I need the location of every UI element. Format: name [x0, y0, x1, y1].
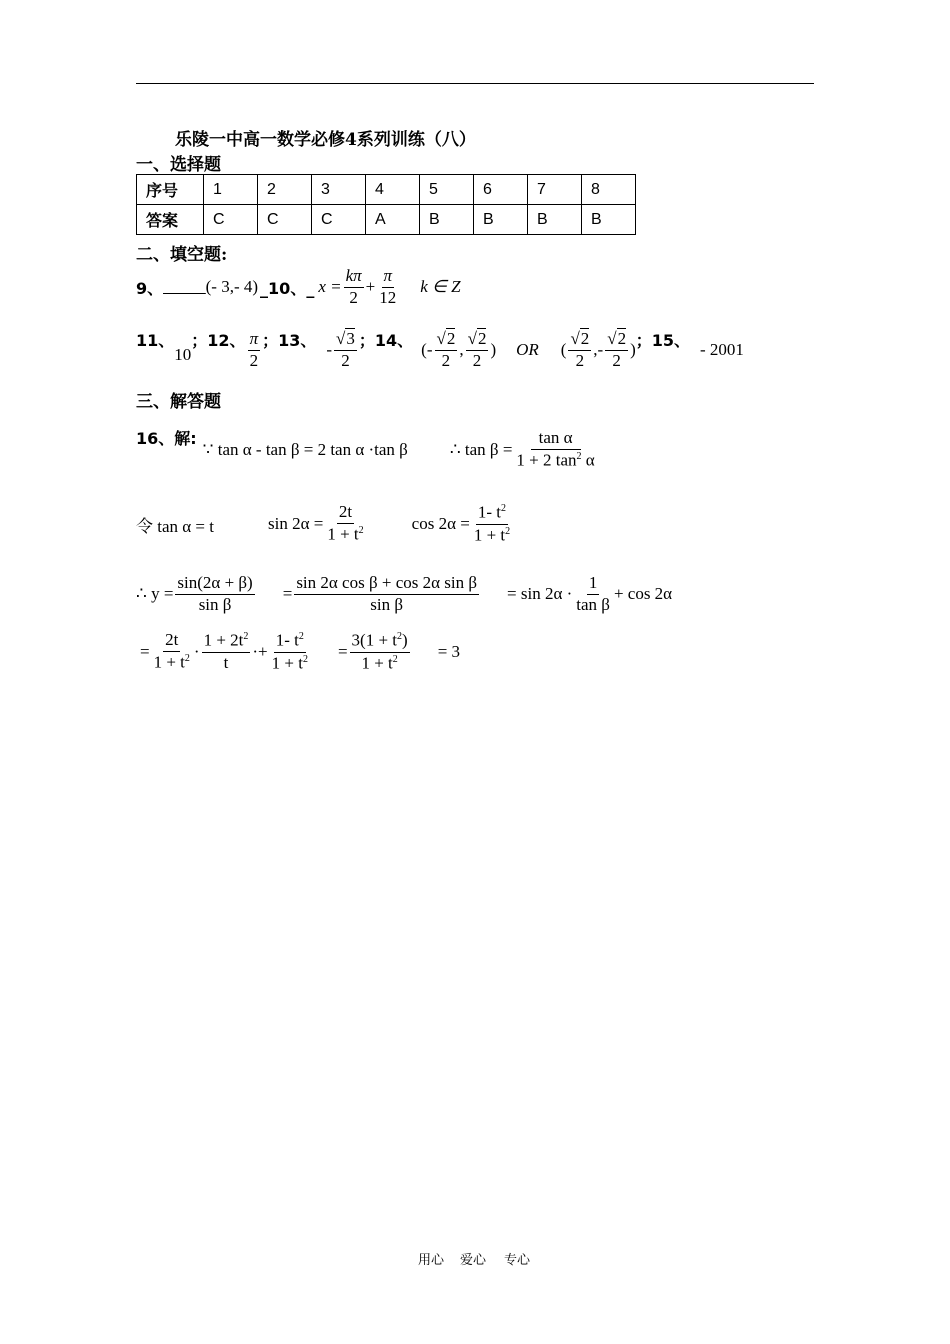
num-text: 1- t — [477, 502, 502, 522]
solution-line-3 — [136, 568, 672, 620]
section-solve-heading: 三、解答题 — [136, 392, 221, 412]
table-cell: 4 — [366, 175, 420, 205]
solution-line4-num-3 — [274, 631, 306, 652]
solution-line-2 — [136, 498, 514, 550]
num-end: ) — [402, 630, 408, 650]
q9-label: 9、 — [136, 278, 164, 298]
solution-line4-num-2 — [202, 631, 251, 652]
q14-num-d: √2 — [605, 330, 628, 351]
den-text: 1 + t — [327, 524, 359, 544]
num-text: 1- t — [275, 630, 299, 650]
q13-radicand: 3 — [346, 328, 355, 348]
q14-fraction-d — [605, 330, 628, 370]
q11-label: 11、 — [136, 331, 175, 350]
q9-blank: _____ — [163, 277, 206, 296]
solution-line4-fraction-2 — [202, 631, 251, 672]
q14-fraction-a — [435, 330, 458, 370]
q13-label: ；13、 — [262, 331, 317, 350]
fill-row-11-15 — [136, 324, 744, 376]
q13-fraction — [334, 330, 357, 370]
solution-line3-num-1: sin(2α + β) — [175, 574, 254, 595]
solution-line4-fraction-3 — [270, 631, 310, 673]
table-header-number: 序号 — [137, 175, 204, 205]
solution-line2-sin-fraction — [325, 503, 365, 544]
solution-line4-fraction-4 — [350, 631, 410, 673]
fill-row-9-10 — [136, 264, 461, 310]
solution-line4-fraction-1 — [152, 631, 192, 672]
superscript: 2 — [576, 451, 582, 463]
solution-line1-fraction — [514, 429, 596, 470]
table-cell: 7 — [528, 175, 582, 205]
table-cell: 6 — [474, 175, 528, 205]
solution-line3-num-3: 1 — [587, 574, 600, 595]
answer-table — [136, 174, 636, 235]
q16-label: 16、解: — [136, 429, 197, 448]
table-cell: B — [474, 205, 528, 235]
q10-den-1: 2 — [349, 287, 358, 307]
table-cell: C — [258, 205, 312, 235]
superscript: 2 — [392, 653, 398, 665]
solution-line2-sin-num: 2t — [337, 503, 354, 524]
table-cell: 5 — [420, 175, 474, 205]
q10-label: _10、_ — [260, 278, 315, 298]
q10-num-2: π — [382, 267, 395, 288]
solution-line2-cos-num — [476, 503, 508, 524]
solution-line3-den-3: tan β — [576, 594, 610, 614]
table-cell: A — [366, 205, 420, 235]
q14-radicand-c: 2 — [580, 328, 590, 348]
q10-lhs: x = — [318, 277, 342, 296]
q12-num: π — [248, 330, 261, 351]
q11-answer: 10 — [174, 345, 192, 364]
q13-num: √3 — [334, 330, 357, 351]
q10-fraction-1 — [344, 267, 364, 307]
solution-line1-den-text: 1 + 2 tan — [516, 450, 577, 470]
num-text: 1 + 2t — [203, 631, 244, 651]
q14-comma: , — [459, 340, 464, 359]
solution-line3-fraction-3 — [574, 574, 612, 614]
solution-line4-den-3 — [270, 653, 310, 673]
q10-condition: k ∈ Z — [420, 277, 461, 296]
q15-label: ；15、 — [635, 331, 691, 350]
q13-den: 2 — [341, 350, 350, 370]
q14-or: OR — [516, 340, 539, 359]
q14-close-1: ) — [490, 340, 497, 359]
table-cell: 8 — [582, 175, 636, 205]
page-title: 乐陵一中高一数学必修4系列训练（八） — [175, 130, 476, 150]
q10-num-1: kπ — [344, 267, 364, 288]
den-text: 1 + t — [473, 525, 506, 545]
q14-num-b: √2 — [466, 330, 489, 351]
superscript: 2 — [243, 631, 249, 643]
section-fill-heading: 二、填空题: — [136, 245, 228, 265]
q14-close-2: ) — [630, 340, 636, 359]
solution-line4-dot: · — [193, 642, 200, 661]
table-header-answer: 答案 — [137, 205, 204, 235]
solution-line4-num-4 — [350, 631, 410, 652]
superscript: 2 — [501, 503, 507, 515]
solution-line2-sin: sin 2α = — [268, 514, 324, 533]
q15-answer: - 2001 — [700, 340, 744, 359]
solution-line3-num-2: sin 2α cos β + cos 2α sin β — [294, 574, 479, 595]
section-choice-heading: 一、选择题 — [136, 155, 221, 175]
table-row — [137, 175, 636, 205]
den-text: 1 + t — [271, 653, 303, 673]
den-text: 1 + t — [153, 652, 185, 672]
superscript: 2 — [184, 653, 190, 665]
solution-line1-therefore: ∴ tan β = — [449, 440, 513, 459]
q12-label: ；12、 — [191, 331, 246, 350]
superscript: 2 — [302, 653, 308, 665]
solution-line1-den — [514, 450, 596, 470]
table-cell: B — [528, 205, 582, 235]
solution-line1-den-end: α — [581, 450, 595, 470]
solution-line3-den-1: sin β — [198, 594, 232, 614]
q14-open-1: (- — [421, 340, 433, 359]
solution-line4-plus: ·+ — [252, 642, 268, 661]
solution-line-1 — [136, 424, 599, 476]
solution-line2-sin-den — [325, 524, 365, 544]
superscript: 2 — [505, 525, 511, 537]
solution-line-4 — [136, 626, 460, 678]
solution-line4-eq-2: = — [337, 642, 348, 661]
den-text: 1 + t — [361, 653, 393, 673]
q14-num-c: √2 — [568, 330, 591, 351]
q12-den: 2 — [249, 350, 259, 370]
footer-text-b: 爱心 — [460, 1253, 487, 1268]
solution-line4-result: = 3 — [437, 642, 461, 661]
table-row — [137, 205, 636, 235]
q14-radicand-b: 2 — [477, 328, 487, 348]
solution-line3-end: + cos 2α — [613, 584, 673, 603]
q14-radicand-d: 2 — [617, 328, 627, 348]
solution-line1-num: tan α — [531, 429, 581, 450]
superscript: 2 — [358, 525, 364, 537]
solution-line2-cos-fraction — [472, 503, 512, 545]
q14-radicand-a: 2 — [446, 328, 456, 348]
solution-line3-eq: = — [282, 584, 293, 603]
table-cell: 2 — [258, 175, 312, 205]
footer-text-a: 用心 — [418, 1253, 445, 1268]
solution-line4-eq: = — [140, 642, 150, 661]
solution-line2-cos: cos 2α = — [411, 514, 470, 533]
table-cell: C — [312, 205, 366, 235]
solution-line4-den-2: t — [223, 652, 229, 672]
table-cell: B — [420, 205, 474, 235]
q14-fraction-c — [568, 330, 591, 370]
solution-line3-fraction-1 — [175, 574, 254, 614]
solution-line3-fraction-2 — [294, 574, 479, 614]
q14-den-a: 2 — [441, 350, 451, 370]
q10-den-2: 12 — [379, 287, 397, 307]
superscript: 2 — [298, 631, 304, 643]
q14-den-d: 2 — [612, 350, 621, 370]
q12-fraction — [248, 330, 261, 370]
footer-text-c: 专心 — [504, 1253, 531, 1268]
q14-open-2: ( — [560, 340, 567, 359]
solution-line3-sin2a: = sin 2α · — [507, 584, 573, 603]
q14-den-c: 2 — [575, 350, 585, 370]
solution-line4-den-4 — [359, 653, 399, 673]
solution-line3-den-2: sin β — [370, 594, 404, 614]
q14-fraction-b — [466, 330, 489, 370]
table-cell: 1 — [204, 175, 258, 205]
q9-answer: (- 3,- 4) — [205, 277, 259, 296]
solution-line3-y: ∴ y = — [136, 584, 174, 603]
q14-label: ；14、 — [358, 331, 414, 350]
q14-den-b: 2 — [472, 350, 482, 370]
superscript: 2 — [397, 631, 403, 643]
solution-line1-given: ∵ tan α - tan β = 2 tan α ·tan β — [202, 440, 408, 459]
num-text: 3(1 + t — [351, 630, 398, 650]
solution-line2-let: 令 tan α = t — [136, 516, 214, 536]
q14-comma-2: ,- — [593, 340, 604, 359]
q14-num-a: √2 — [435, 330, 458, 351]
solution-line2-cos-den — [472, 525, 512, 545]
q10-plus: + — [365, 277, 376, 296]
table-cell: 3 — [312, 175, 366, 205]
table-cell: B — [582, 205, 636, 235]
q13-sign: - — [326, 340, 333, 359]
header-rule — [136, 83, 814, 84]
solution-line4-num-1: 2t — [163, 631, 180, 652]
solution-line4-den-1 — [152, 652, 192, 672]
q10-fraction-2 — [377, 267, 398, 307]
table-cell: C — [204, 205, 258, 235]
